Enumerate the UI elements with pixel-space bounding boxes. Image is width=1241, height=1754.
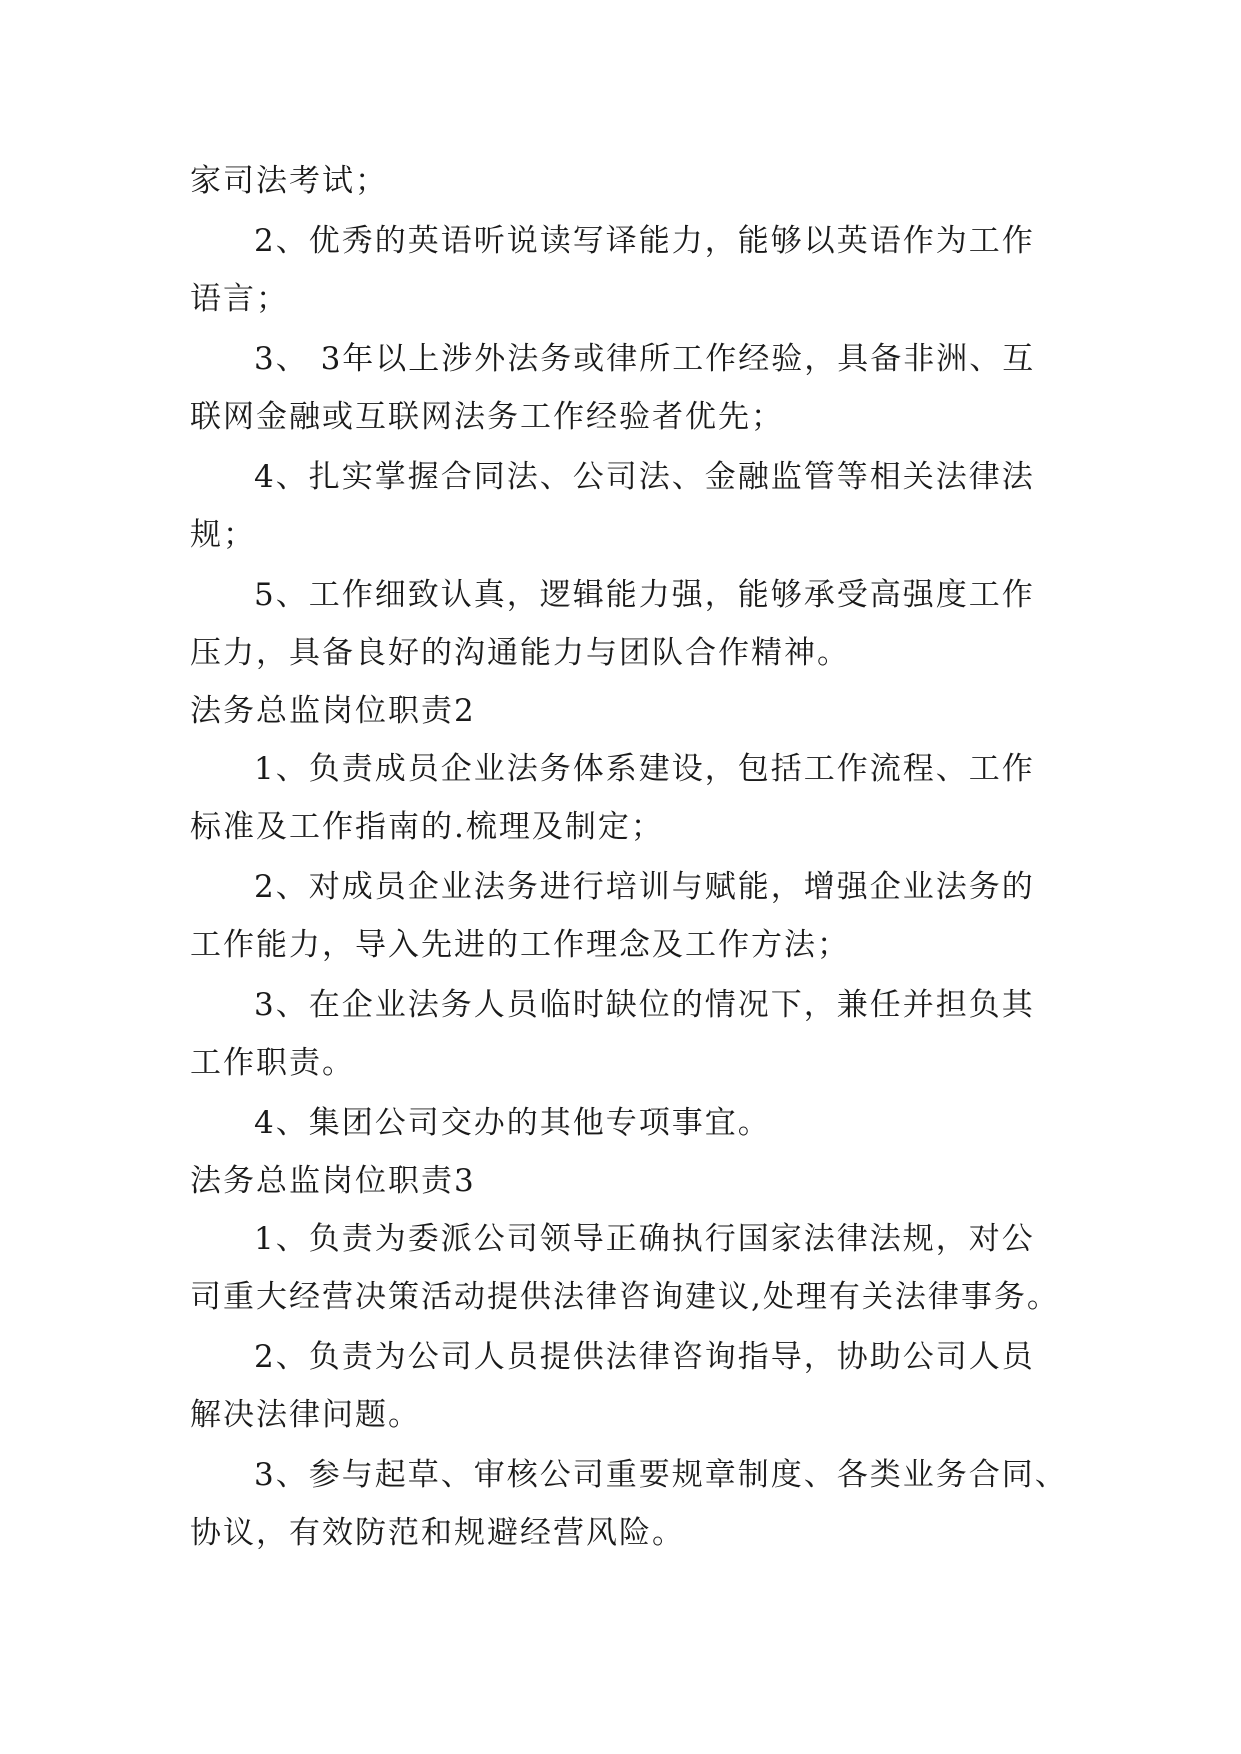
- paragraph-line: 2、对成员企业法务进行培训与赋能，增强企业法务的: [254, 869, 1035, 905]
- paragraph-line: 1、负责成员企业法务体系建设，包括工作流程、工作: [254, 751, 1035, 787]
- duty-item-4: [190, 1094, 1070, 1152]
- duty-item-3: [190, 1446, 1070, 1562]
- requirement-item-2: [190, 212, 1070, 328]
- section-heading-2: 法务总监岗位职责2: [190, 693, 476, 729]
- duty-item-3: [190, 976, 1070, 1092]
- paragraph-line: 1、负责为委派公司领导正确执行国家法律法规，对公: [254, 1221, 1035, 1257]
- paragraph-line: 2、负责为公司人员提供法律咨询指导，协助公司人员: [254, 1339, 1035, 1375]
- duty-item-2: [190, 1328, 1070, 1444]
- paragraph-line: 3、在企业法务人员临时缺位的情况下，兼任并担负其: [254, 987, 1035, 1023]
- paragraph-tail: 家司法考试；: [190, 163, 388, 199]
- duty-item-2: [190, 858, 1070, 974]
- paragraph-line: 5、工作细致认真，逻辑能力强，能够承受高强度工作: [254, 577, 1035, 613]
- duty-item-1: [190, 740, 1070, 856]
- document-page: [190, 152, 1070, 1562]
- paragraph-line: 3、参与起草、审核公司重要规章制度、各类业务合同、: [254, 1457, 1068, 1493]
- paragraph-line: 解决法律问题。: [190, 1397, 421, 1433]
- paragraph-line: 工作能力，导入先进的工作理念及工作方法；: [190, 927, 850, 963]
- paragraph-line: 2、优秀的英语听说读写译能力，能够以英语作为工作: [254, 223, 1035, 259]
- paragraph-line: 3、 3年以上涉外法务或律所工作经验，具备非洲、互: [254, 341, 1036, 377]
- paragraph-line: 联网金融或互联网法务工作经验者优先；: [190, 399, 784, 435]
- section-heading-3: 法务总监岗位职责3: [190, 1163, 476, 1199]
- paragraph-line: 标准及工作指南的.梳理及制定；: [190, 809, 664, 845]
- paragraph-line: 司重大经营决策活动提供法律咨询建议,处理有关法律事务。: [190, 1279, 1060, 1315]
- paragraph-line: 工作职责。: [190, 1045, 355, 1081]
- paragraph-line: 语言；: [190, 281, 289, 317]
- paragraph-line: 4、扎实掌握合同法、公司法、金融监管等相关法律法: [254, 459, 1035, 495]
- requirement-item-3: [190, 330, 1070, 446]
- paragraph-line: 压力，具备良好的沟通能力与团队合作精神。: [190, 635, 850, 671]
- paragraph-line: 规；: [190, 517, 256, 553]
- paragraph-line: 4、集团公司交办的其他专项事宜。: [254, 1105, 771, 1141]
- requirement-item-5: [190, 566, 1070, 682]
- duty-item-1: [190, 1210, 1070, 1326]
- requirement-item-4: [190, 448, 1070, 564]
- paragraph-line: 协议，有效防范和规避经营风险。: [190, 1515, 685, 1551]
